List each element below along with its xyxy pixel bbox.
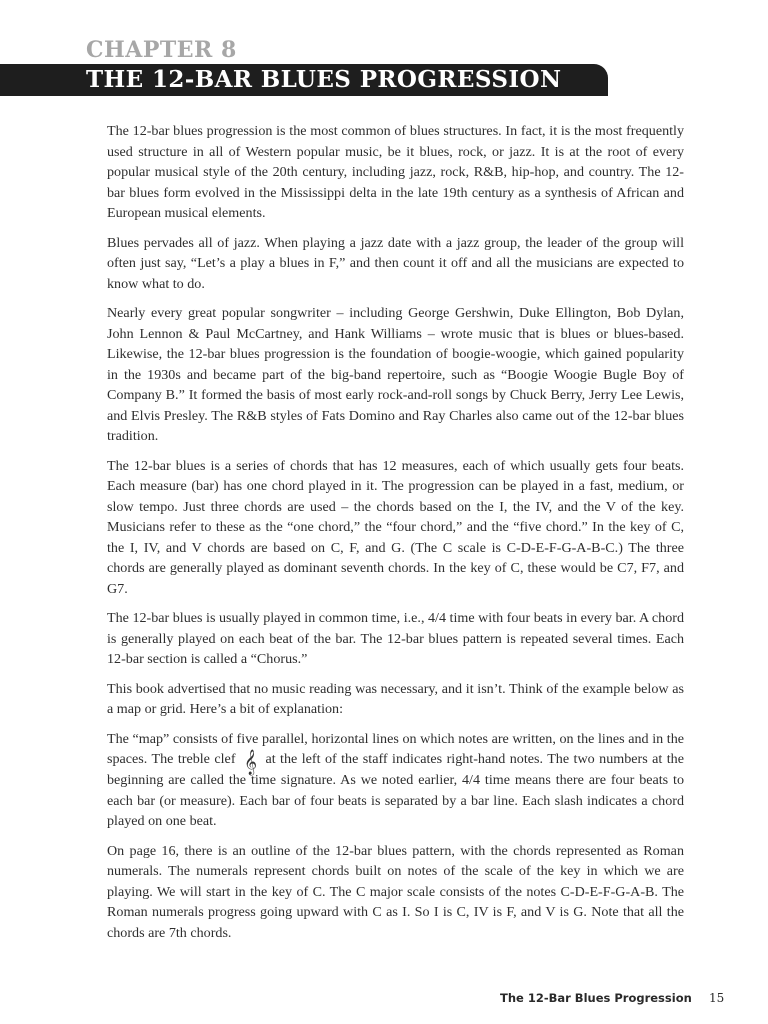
body-text <box>107 121 684 952</box>
chapter-label: CHAPTER 8 <box>86 37 237 63</box>
page-number: 15 <box>709 991 725 1005</box>
chapter-title: THE 12-BAR BLUES PROGRESSION <box>86 66 562 93</box>
paragraph: Nearly every great popular songwriter – including George Gershwin, Duke Ellington, Bob Dylan, John Lennon & Paul McCartney, and Hank Williams – wrote music that is blues or blues-based. Likewise, the 12-bar blues progression is the foundation of boogie-woogie, which gained popularity in the 1930s and became part of the big-band repertoire, such as “Boogie Woogie Bugle Boy of Company B.” It formed the basis of most early rock-and-roll songs by Chuck Berry, Jerry Lee Lewis, and Elvis Presley. The R&B styles of Fats Domino and Ray Charles also came out of the 12-bar blues tradition. <box>107 305 684 444</box>
clef-text-after: at the left of the staff indicates right-hand notes. The two numbers at the beginning are called the time signature. As we noted earlier, 4/4 time means there are four beats to each bar (or measure). Each bar of four beats is separated by a bar line. Each slash indicates a chord played on one beat. <box>107 751 684 829</box>
running-footer-title: The 12-Bar Blues Progression <box>500 991 692 1005</box>
paragraph: This book advertised that no music reading was necessary, and it isn’t. Think of the example below as a map or grid. Here’s a bit of explanation: <box>107 680 684 717</box>
paragraph: The 12-bar blues is usually played in common time, i.e., 4/4 time with four beats in every bar. A chord is generally played on each beat of the bar. The 12-bar blues pattern is repeated several times. Each 12-bar section is called a “Chorus.” <box>107 610 684 667</box>
paragraph: The 12-bar blues is a series of chords that has 12 measures, each of which usually gets four beats. Each measure (bar) has one chord played in it. The progression can be played in a fast, medium, or slow tempo. Just three chords are used – the chords based on the I, the IV, and the V of the key. Musicians refer to these as the “one chord,” the “four chord,” and the “five chord.” In the key of C, the I, IV, and V chords are based on C, F, and G. (The C scale is C-D-E-F-G-A-B-C.) The three chords are generally played as dominant seventh chords. In the key of C, these would be C7, F7, and G7. <box>107 457 684 597</box>
paragraph: On page 16, there is an outline of the 12-bar blues pattern, with the chords represented as Roman numerals. The numerals represent chords built on notes of the scale of the key in which we are playing. We will start in the key of C. The C major scale consists of the notes C-D-E-F-G-A-B. The Roman numerals progress going upward with C as I. So I is C, IV is F, and V is G. Note that all the chords are 7th chords. <box>107 842 684 941</box>
treble-clef-icon: 𝄞 <box>243 750 257 775</box>
clef-text-before: The “map” consists of five parallel, horizontal lines on which notes are written, on the lines and in the spaces. The treble clef <box>107 730 684 767</box>
paragraph: The 12-bar blues progression is the most common of blues structures. In fact, it is the most frequently used structure in all of Western popular music, be it blues, rock, or jazz. It is at the root of every popular musical style of the 20th century, including jazz, rock, R&B, hip-hop, and country. The 12-bar blues form evolved in the Mississippi delta in the late 19th century as a synthesis of African and European musical elements. <box>107 123 684 221</box>
paragraph: Blues pervades all of jazz. When playing a jazz date with a jazz group, the leader of the group will often just say, “Let’s a play a blues in F,” and then count it off and all the musicians are expected to know what to do. <box>107 234 684 292</box>
paragraph-treble-clef <box>107 729 684 832</box>
